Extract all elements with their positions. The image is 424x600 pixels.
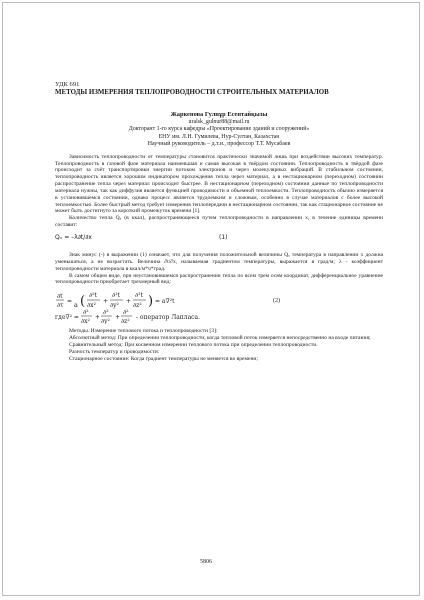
supervisor-line: Научный руководитель – д.т.н., профессор Т.Т. Мусабаев: [147, 140, 291, 147]
paragraph-methods: Методы. Измерение теплового потока и теплопроводности [3]:: [69, 328, 218, 335]
formula-2-number: (2): [273, 298, 280, 305]
svg-text:+: +: [95, 314, 101, 322]
svg-text:∂x²: ∂x²: [87, 302, 96, 310]
paragraph-intro: Зависимость теплопроводности от температуры становится практически значимой лишь при воздействии высоких температур. Теплопроводность в газовой фазе материала наименьшая и самая высокая в твёрдом состоянии. Теплопроводность в твёрдой фазе происходит за счёт транспортировки энергии потоком электронов и через молекулярных вибраций. В стабильном состоянии, теплопроводность является хорошим индикатором прохождения тепла через материал, а в нестационарном (переходном) состоянии распространение тепла через материал происходит быстрее. В нестационарном (переходном) состоянии данные по теплопроводности материала нужны, так как диффузия является функцией проводимости и объемной теплоемкости. Теплопроводность обычно измеряется в установившемся состоянии, однако процесс является трудоемким и сложным, особенно в случае материалов с более высокой теплоемкостью. Более быстрый метод требует измерения теплопередачи в нестационарном состоянии, так как стационарное состояние не может быть достигнуто за короткий промежуток времени [1].: [55, 153, 383, 215]
paragraph-heat-quantity: Количество тепла Qₓ (в ккал), распространяющееся путем теплопроводности в направлении x, в течение единицы времени составит:: [55, 215, 383, 229]
svg-text:+: +: [126, 298, 132, 306]
affiliation-line-1: Докторант 1-го курса кафедры «Проектирование зданий и сооружений»: [128, 126, 310, 133]
laplace-note: - оператор Лапласа.: [136, 314, 201, 322]
svg-text:= a∇²t: = a∇²t: [155, 298, 175, 306]
heat-equation-graphic: [55, 290, 285, 324]
svg-text:∂x²: ∂x²: [81, 318, 90, 325]
formula-2: [55, 290, 383, 324]
svg-text:∂²t: ∂²t: [135, 292, 143, 300]
svg-text:a: a: [74, 301, 78, 310]
formula-1-expression: Qₓ = –λ∂t/∂x: [55, 233, 92, 241]
svg-text:=: =: [67, 298, 73, 306]
svg-text:∂²: ∂²: [83, 309, 89, 317]
formula-1-number: (1): [219, 233, 228, 241]
affiliation-line-2: ЕНУ им. Л.Н. Гумилева, Нур-Султан, Казахстан: [158, 133, 280, 140]
svg-text:∂y²: ∂y²: [110, 302, 119, 310]
paragraph-temperature-difference: Разность температур и проводимости:: [69, 348, 160, 355]
svg-text:∂²t: ∂²t: [112, 292, 120, 300]
svg-text:∂t: ∂t: [57, 293, 63, 301]
svg-text:где∇² =: где∇² =: [55, 314, 79, 322]
article-title: МЕТОДЫ ИЗМЕРЕНИЯ ТЕПЛОПРОВОДНОСТИ СТРОИТЕЛЬНЫХ МАТЕРИАЛОВ: [55, 89, 329, 96]
paragraph-general-form: В самом общем виде, при неустановившемся распространении тепла по всем трем осям координат, дифференциальное уравнение теплопроводности приобретает трехмерный вид:: [55, 272, 383, 286]
author-email[interactable]: uralsk_gulnur88@mail.ru: [188, 119, 250, 126]
document-page: [2, 2, 420, 596]
svg-text:+: +: [103, 298, 109, 306]
svg-text:∂τ: ∂τ: [57, 302, 64, 310]
svg-text:): ): [148, 294, 154, 310]
paragraph-minus-sign: Знак минус (-) в выражении (1) означает, что для получения положительной величины Qₓ температура в направлении x должна уменьшаться, а не возрастать. Величина ∂t/∂x, называемая градиентом температуры, выражается в град/м; λ - коэффициент теплопроводности материала в ккал/м*ч*град.: [55, 251, 383, 272]
svg-text:∂y²: ∂y²: [101, 318, 110, 325]
article-body: [55, 81, 383, 362]
svg-text:∂²: ∂²: [123, 309, 129, 317]
svg-text:+: +: [115, 314, 121, 322]
svg-text:∂²t: ∂²t: [89, 292, 97, 300]
author-name: Жаркенова Гулнұр Есентайқызы: [170, 111, 268, 119]
svg-text:∂z²: ∂z²: [133, 302, 142, 310]
page-number: 5806: [200, 559, 212, 565]
paragraph-comparative-method: Сравнительный метод: При косвенном измерении теплового потока при определении теплопроводности.: [69, 341, 318, 348]
paragraph-absolute-method: Абсолютный метод: При определении теплопроводности, когда тепловой поток измеряется непосредственно на входе питания;: [69, 335, 371, 342]
paragraph-steady-state: Стационарное состояние: Когда градиент температуры не меняется во времени;: [69, 355, 258, 362]
svg-text:(: (: [80, 294, 86, 310]
formula-1: [55, 234, 383, 244]
svg-text:∂²: ∂²: [103, 309, 109, 317]
svg-text:∂z²: ∂z²: [121, 318, 130, 325]
udk-code: УДК 691: [55, 81, 80, 88]
